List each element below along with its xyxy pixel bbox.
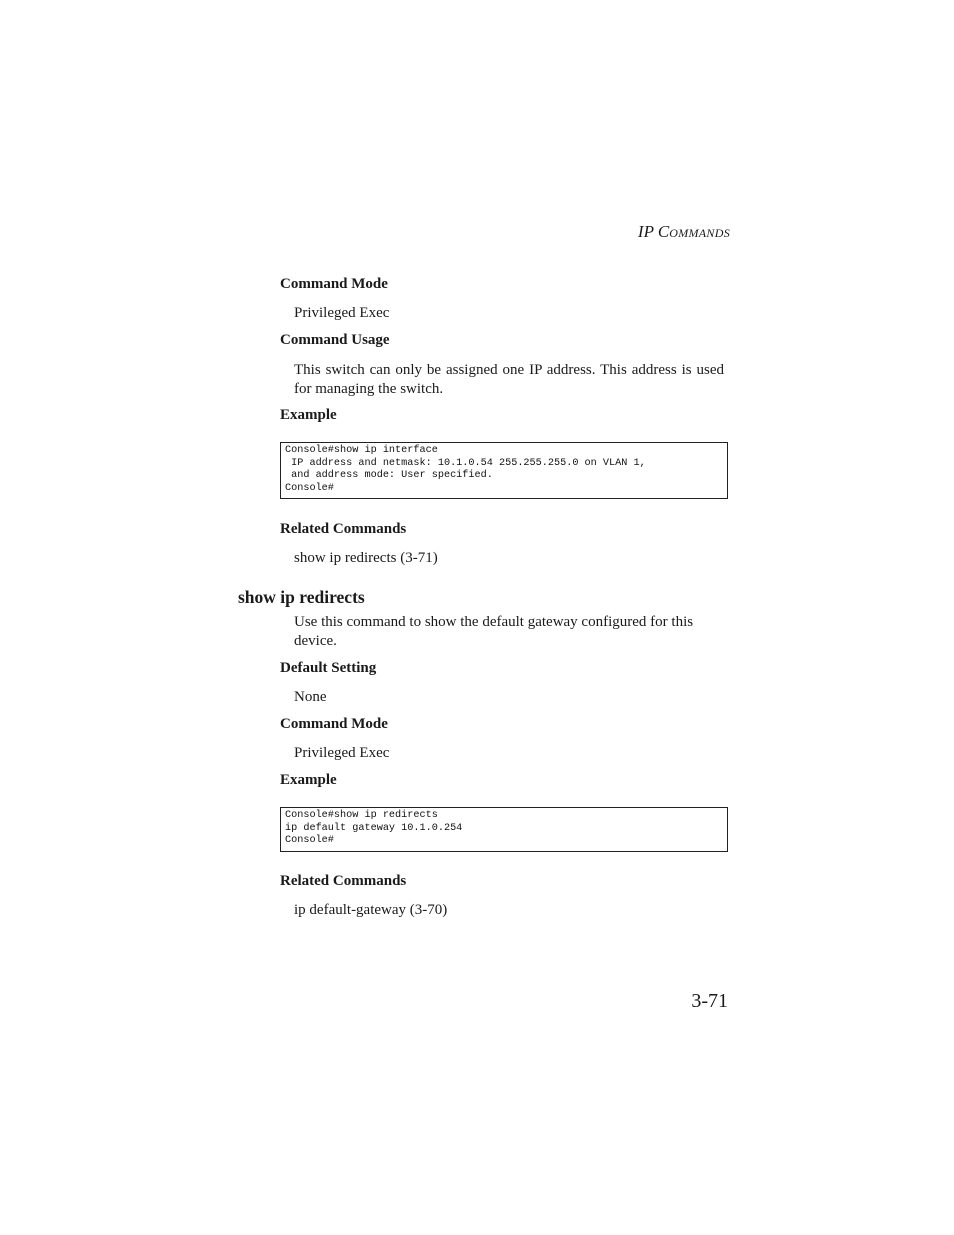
related-commands-heading: Related Commands <box>280 521 407 537</box>
default-setting-value: None <box>294 689 327 705</box>
command-mode-heading: Command Mode <box>280 276 388 292</box>
command-mode-value: Privileged Exec <box>294 305 390 321</box>
default-setting-heading: Default Setting <box>280 660 377 676</box>
header-smallcaps: OMMANDS <box>669 226 730 240</box>
code-line: Console# <box>285 482 334 494</box>
example-heading: Example <box>280 772 337 788</box>
command-mode-value: Privileged Exec <box>294 745 390 761</box>
code-line: and address mode: User specified. <box>285 470 493 482</box>
example-code-block <box>280 442 728 499</box>
code-line: Console#show ip interface <box>285 445 438 456</box>
running-header <box>638 222 730 242</box>
code-line: Console# <box>285 835 334 847</box>
example-code-block <box>280 807 728 852</box>
related-command-link[interactable]: show ip redirects (3-71) <box>294 550 438 566</box>
code-line: IP address and netmask: 10.1.0.54 255.255.255.0 on VLAN 1, <box>285 457 646 469</box>
section-description: Use this command to show the default gateway configured for this device. <box>294 614 694 649</box>
command-usage-heading: Command Usage <box>280 332 390 348</box>
section-title: show ip redirects <box>238 587 365 607</box>
related-command-link[interactable]: ip default-gateway (3-70) <box>294 902 448 918</box>
command-mode-heading: Command Mode <box>280 716 388 732</box>
example-heading: Example <box>280 407 337 423</box>
related-commands-heading: Related Commands <box>280 873 407 889</box>
code-line: Console#show ip redirects <box>285 810 438 821</box>
command-usage-text: This switch can only be assigned one IP address. This address is used for managing the switch. <box>294 362 724 397</box>
header-prefix: IP C <box>637 222 670 241</box>
code-line: ip default gateway 10.1.0.254 <box>285 822 463 834</box>
page-number: 3-71 <box>691 990 728 1012</box>
